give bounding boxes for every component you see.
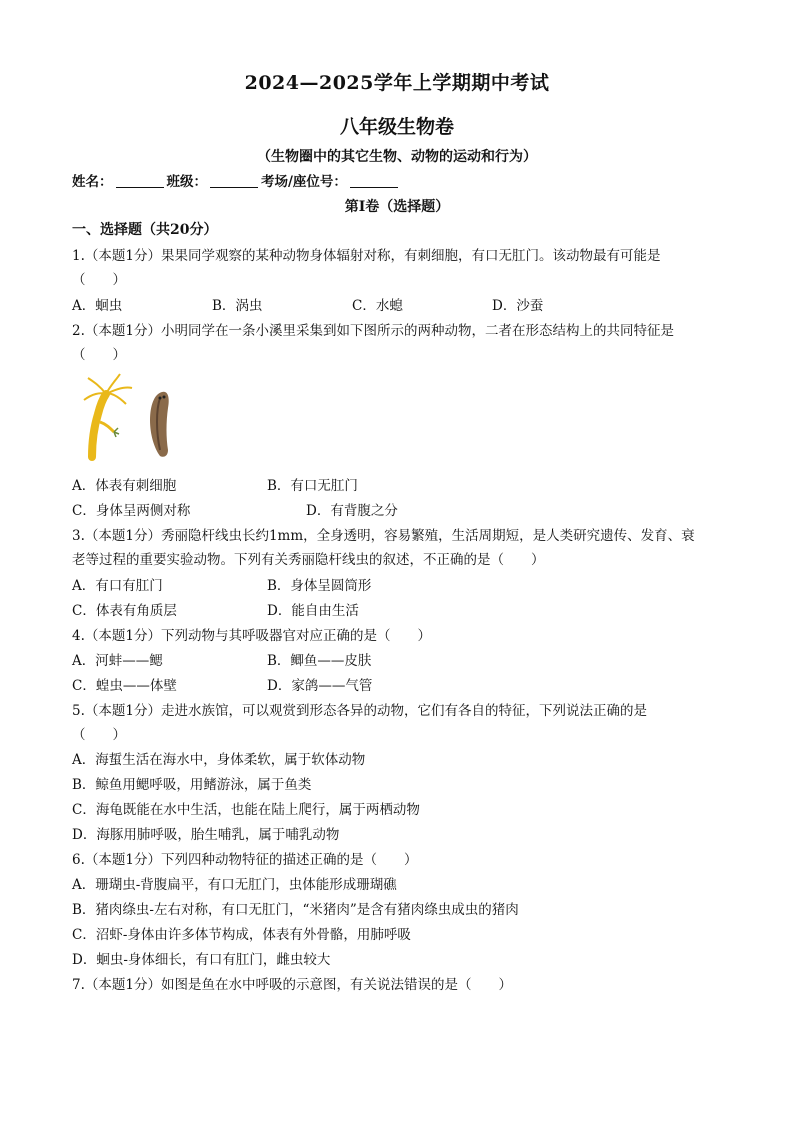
class-blank[interactable] (210, 173, 258, 188)
question-6-option-c[interactable]: C．沼虾-身体由许多体节构成，体表有外骨骼，用肺呼吸 (72, 927, 411, 943)
question-5-option-a[interactable]: A．海蜇生活在海水中，身体柔软，属于软体动物 (72, 752, 366, 768)
question-4-option-d[interactable]: D．家鸽——气管 (267, 678, 373, 694)
question-1-stem-cont: （ ） (72, 272, 126, 288)
question-5-stem-cont: （ ） (72, 727, 126, 743)
hydra-icon (84, 374, 132, 457)
question-4-option-b[interactable]: B．鲫鱼——皮肤 (267, 653, 372, 669)
seat-label: 考场/座位号： (261, 174, 347, 190)
student-info-line (72, 172, 401, 192)
question-3-stem: 3.（本题1分）秀丽隐杆线虫长约1mm，全身透明，容易繁殖，生活周期短，是人类研究遗传、发育、衰 (72, 528, 695, 544)
exam-title: 2024—2025学年上学期期中考试 (244, 72, 550, 94)
question-5-option-b[interactable]: B．鲸鱼用鳃呼吸，用鳍游泳，属于鱼类 (72, 777, 312, 793)
seat-blank[interactable] (350, 173, 398, 188)
volume-title: 第Ⅰ卷（选择题） (344, 199, 450, 215)
question-2-stem-cont: （ ） (72, 347, 126, 363)
question-3-stem-cont: 老等过程的重要实验动物。下列有关秀丽隐杆线虫的叙述，不正确的是（ ） (72, 552, 545, 568)
question-5-option-c[interactable]: C．海龟既能在水中生活，也能在陆上爬行，属于两栖动物 (72, 802, 420, 818)
question-6-option-b[interactable]: B．猪肉绦虫-左右对称，有口无肛门，“米猪肉”是含有猪肉绦虫成虫的猪肉 (72, 902, 519, 918)
question-2-option-b[interactable]: B．有口无肛门 (267, 478, 358, 494)
question-6-option-a[interactable]: A．珊瑚虫-背腹扁平，有口无肛门，虫体能形成珊瑚礁 (72, 877, 397, 893)
section-title: 一、选择题（共20分） (72, 222, 218, 238)
question-5-option-d[interactable]: D．海豚用肺呼吸，胎生哺乳，属于哺乳动物 (72, 827, 340, 843)
name-label: 姓名： (72, 174, 113, 190)
question-5-stem: 5.（本题1分）走进水族馆，可以观赏到形态各异的动物，它们有各自的特征，下列说法正确的是 (72, 703, 647, 719)
question-1-option-a[interactable]: A．蛔虫 (72, 298, 123, 314)
question-2-stem: 2.（本题1分）小明同学在一条小溪里采集到如下图所示的两种动物，二者在形态结构上的共同特征是 (72, 323, 674, 339)
question-2-option-d[interactable]: D．有背腹之分 (306, 503, 398, 519)
question-4-stem: 4.（本题1分）下列动物与其呼吸器官对应正确的是（ ） (72, 628, 431, 644)
question-2-option-c[interactable]: C．身体呈两侧对称 (72, 503, 191, 519)
question-6-stem: 6.（本题1分）下列四种动物特征的描述正确的是（ ） (72, 852, 418, 868)
question-1-option-b[interactable]: B．涡虫 (212, 298, 263, 314)
question-2-option-a[interactable]: A．体表有刺细胞 (72, 478, 177, 494)
question-7-stem: 7.（本题1分）如图是鱼在水中呼吸的示意图，有关说法错误的是（ ） (72, 977, 512, 993)
question-6-option-d[interactable]: D．蛔虫-身体细长，有口有肛门，雌虫较大 (72, 952, 331, 968)
exam-subtitle: 八年级生物卷 (339, 116, 454, 138)
question-1-option-d[interactable]: D．沙蚕 (492, 298, 544, 314)
question-1-option-c[interactable]: C．水螅 (352, 298, 403, 314)
hydra-planarian-figure (70, 372, 190, 462)
class-label: 班级： (166, 174, 207, 190)
question-3-option-a[interactable]: A．有口有肛门 (72, 578, 163, 594)
question-3-option-d[interactable]: D．能自由生活 (267, 603, 359, 619)
question-3-option-c[interactable]: C．体表有角质层 (72, 603, 177, 619)
question-3-option-b[interactable]: B．身体呈圆筒形 (267, 578, 372, 594)
exam-scope: （生物圈中的其它生物、动物的运动和行为） (257, 149, 537, 165)
planarian-icon (150, 392, 169, 457)
question-4-option-c[interactable]: C．蝗虫——体壁 (72, 678, 177, 694)
name-blank[interactable] (116, 173, 164, 188)
question-1-stem: 1.（本题1分）果果同学观察的某种动物身体辐射对称，有刺细胞，有口无肛门。该动物最有可能是 (72, 248, 661, 264)
question-4-option-a[interactable]: A．河蚌——鳃 (72, 653, 163, 669)
